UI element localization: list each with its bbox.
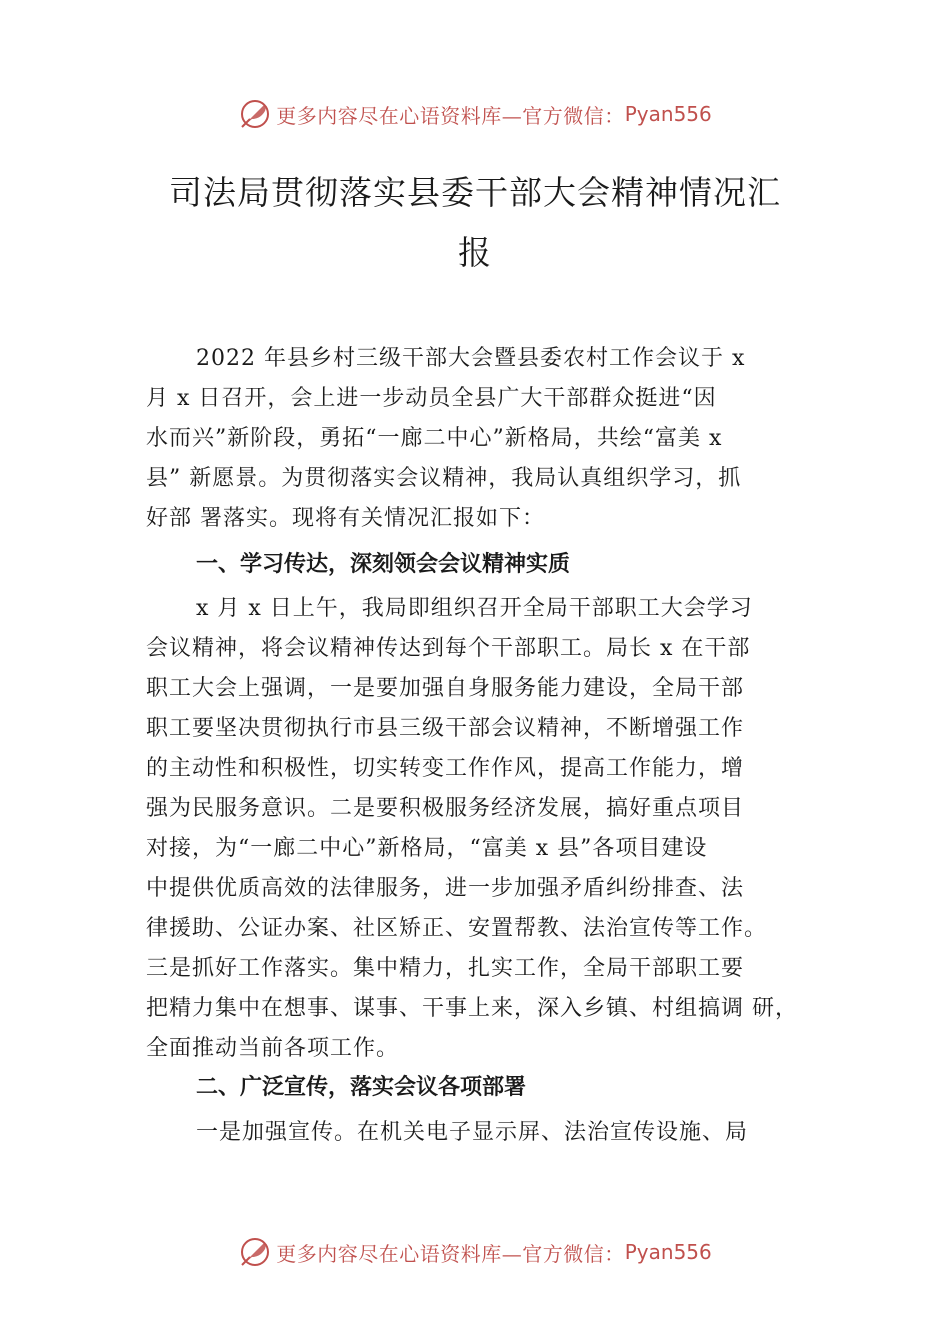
text-line: 对接，为“一廊二中心”新格局，“富美 x 县”各项目建设 — [146, 836, 708, 861]
text-line: 全面推动当前各项工作。 — [146, 1036, 400, 1061]
section-heading-2: 二、广泛宣传，落实会议各项部署 — [196, 1075, 527, 1100]
watermark-text: 更多内容尽在心语资料库—官方微信： — [276, 1241, 625, 1266]
watermark-banner-top — [0, 94, 950, 134]
section-heading-1: 一、学习传达，深刻领会会议精神实质 — [196, 552, 571, 577]
text-line: 县” 新愿景。为贯彻落实会议精神，我局认真组织学习，抓 — [146, 466, 742, 491]
text-line: 好部 署落实。现将有关情况汇报如下： — [146, 506, 545, 531]
text-line: 三是抓好工作落实。集中精力，扎实工作，全局干部职工要 — [146, 956, 745, 981]
title-line: 司法局贯彻落实县委干部大会精神情况汇 — [169, 173, 781, 212]
section-2-paragraph — [146, 1113, 816, 1153]
text-line: 把精力集中在想事、谋事、干事上来，深入乡镇、村组搞调 研， — [146, 996, 798, 1021]
watermark-wechat-id: Pyan556 — [624, 1240, 712, 1264]
text-line: 会议精神，将会议精神传达到每个干部职工。局长 x 在干部 — [146, 636, 751, 661]
intro-paragraph — [146, 339, 816, 539]
text-line: 的主动性和积极性，切实转变工作作风，提高工作能力，增 — [146, 756, 745, 781]
text-line: 2022 年县乡村三级干部大会暨县委农村工作会议于 x — [196, 346, 746, 371]
text-line: 水而兴”新阶段，勇拓“一廊二中心”新格局，共绘“富美 x — [146, 426, 723, 451]
text-line: 律援助、公证办案、社区矫正、安置帮教、法治宣传等工作。 — [146, 916, 768, 941]
document-title — [120, 163, 830, 283]
watermark-text: 更多内容尽在心语资料库—官方微信： — [276, 103, 625, 128]
text-line: 职工大会上强调，一是要加强自身服务能力建设，全局干部 — [146, 676, 745, 701]
text-line: 月 x 日召开，会上进一步动员全县广大干部群众挺进“因 — [146, 386, 717, 411]
section-1-paragraph — [146, 589, 816, 1069]
watermark-wechat-id: Pyan556 — [624, 102, 712, 126]
quill-logo-icon — [238, 97, 272, 131]
title-line: 报 — [458, 233, 492, 272]
text-line: x 月 x 日上午，我局即组织召开全局干部职工大会学习 — [196, 596, 753, 621]
quill-logo-icon — [238, 1235, 272, 1269]
text-line: 强为民服务意识。二是要积极服务经济发展，搞好重点项目 — [146, 796, 745, 821]
text-line: 职工要坚决贯彻执行市县三级干部会议精神，不断增强工作 — [146, 716, 745, 741]
watermark-banner-bottom — [0, 1232, 950, 1272]
text-line: 中提供优质高效的法律服务，进一步加强矛盾纠纷排查、法 — [146, 876, 745, 901]
text-line: 一是加强宣传。在机关电子显示屏、法治宣传设施、局 — [196, 1120, 749, 1145]
